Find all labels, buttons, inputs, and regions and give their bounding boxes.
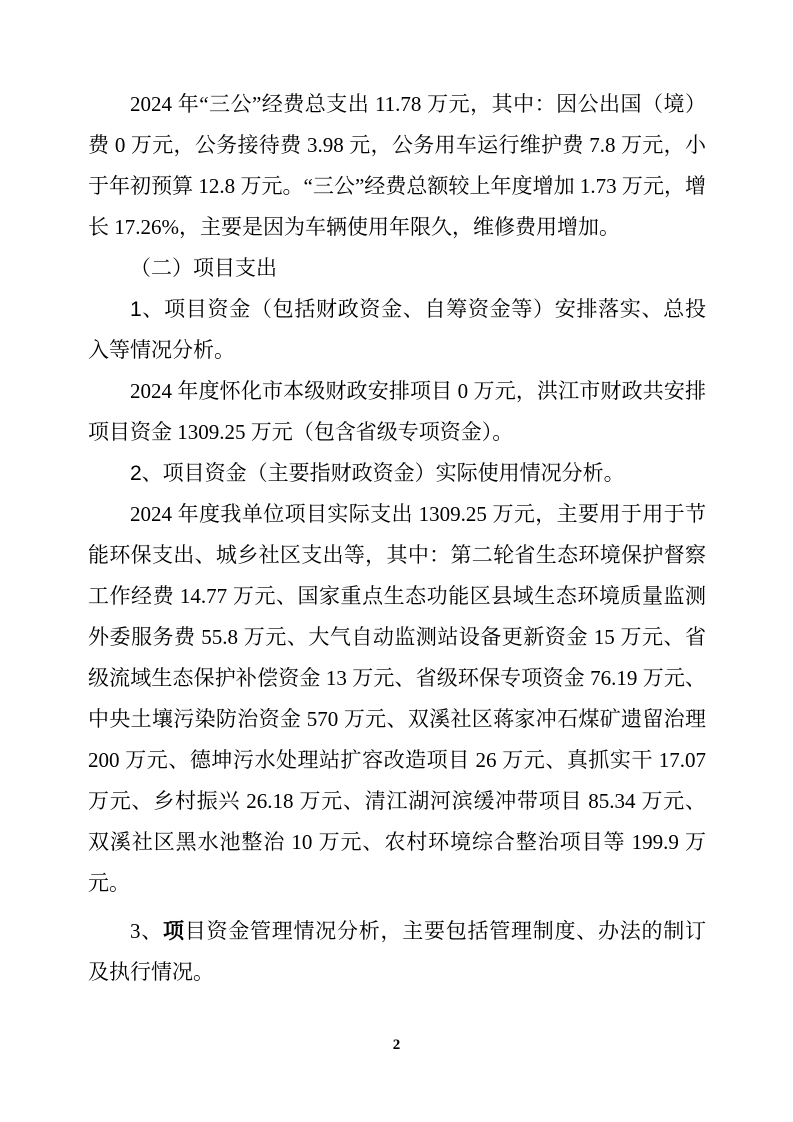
paragraph-fund-management xyxy=(88,911,706,993)
item3-text: 目资金管理情况分析，主要包括管理制度、办法的制订及执行情况。 xyxy=(88,919,706,984)
heading-item1-fund-arrangement: 1、项目资金（包括财政资金、自筹资金等）安排落实、总投入等情况分析。 xyxy=(88,298,706,362)
heading-item2-fund-usage: 2、项目资金（主要指财政资金）实际使用情况分析。 xyxy=(130,462,625,485)
paragraph-sangong-expense: 2024 年“三公”经费总支出 11.78 万元，其中：因公出国（境）费 0 万元，公务接待费 3.98 元，公务用车运行维护费 7.8 万元，小于年初预算 12.8 万元。“三公”经费总额较上年度增加 1.73 万元，增长 17.26%，主要是因为车辆使用年限久，维修费用增加。 xyxy=(88,92,706,239)
document-body xyxy=(88,84,706,993)
paragraph-fund-usage: 2024 年度我单位项目实际支出 1309.25 万元，主要用于用于节能环保支出、城乡社区支出等，其中：第二轮省生态环境保护督察工作经费 14.77 万元、国家重点生态功能区县域生态环境质量监测外委服务费 55.8 万元、大气自动监测站设备更新资金 15 万元、省级流域生态保护补偿资金 13 万元、省级环保专项资金 76.19 万元、中央土壤污染防治资金 570 万元、双溪社区蒋家冲石煤矿遗留治理 200 万元、德坤污水处理站扩容改造项目 26 万元、真抓实干 17.07 万元、乡村振兴 26.18 万元、清江湖河滨缓冲带项目 85.34 万元、双溪社区黑水池整治 10 万元、农村环境综合整治项目等 199.9 万元。 xyxy=(88,502,706,895)
item3-number: 3、 xyxy=(130,919,163,943)
item3-emphasis-char: 项 xyxy=(163,920,185,943)
paragraph-fund-arrangement: 2024 年度怀化市本级财政安排项目 0 万元，洪江市财政共安排项目资金 1309.25 万元（包含省级专项资金）。 xyxy=(88,379,706,444)
page-number: 2 xyxy=(392,1037,401,1053)
heading-project-expenditure: （二）项目支出 xyxy=(130,257,277,280)
